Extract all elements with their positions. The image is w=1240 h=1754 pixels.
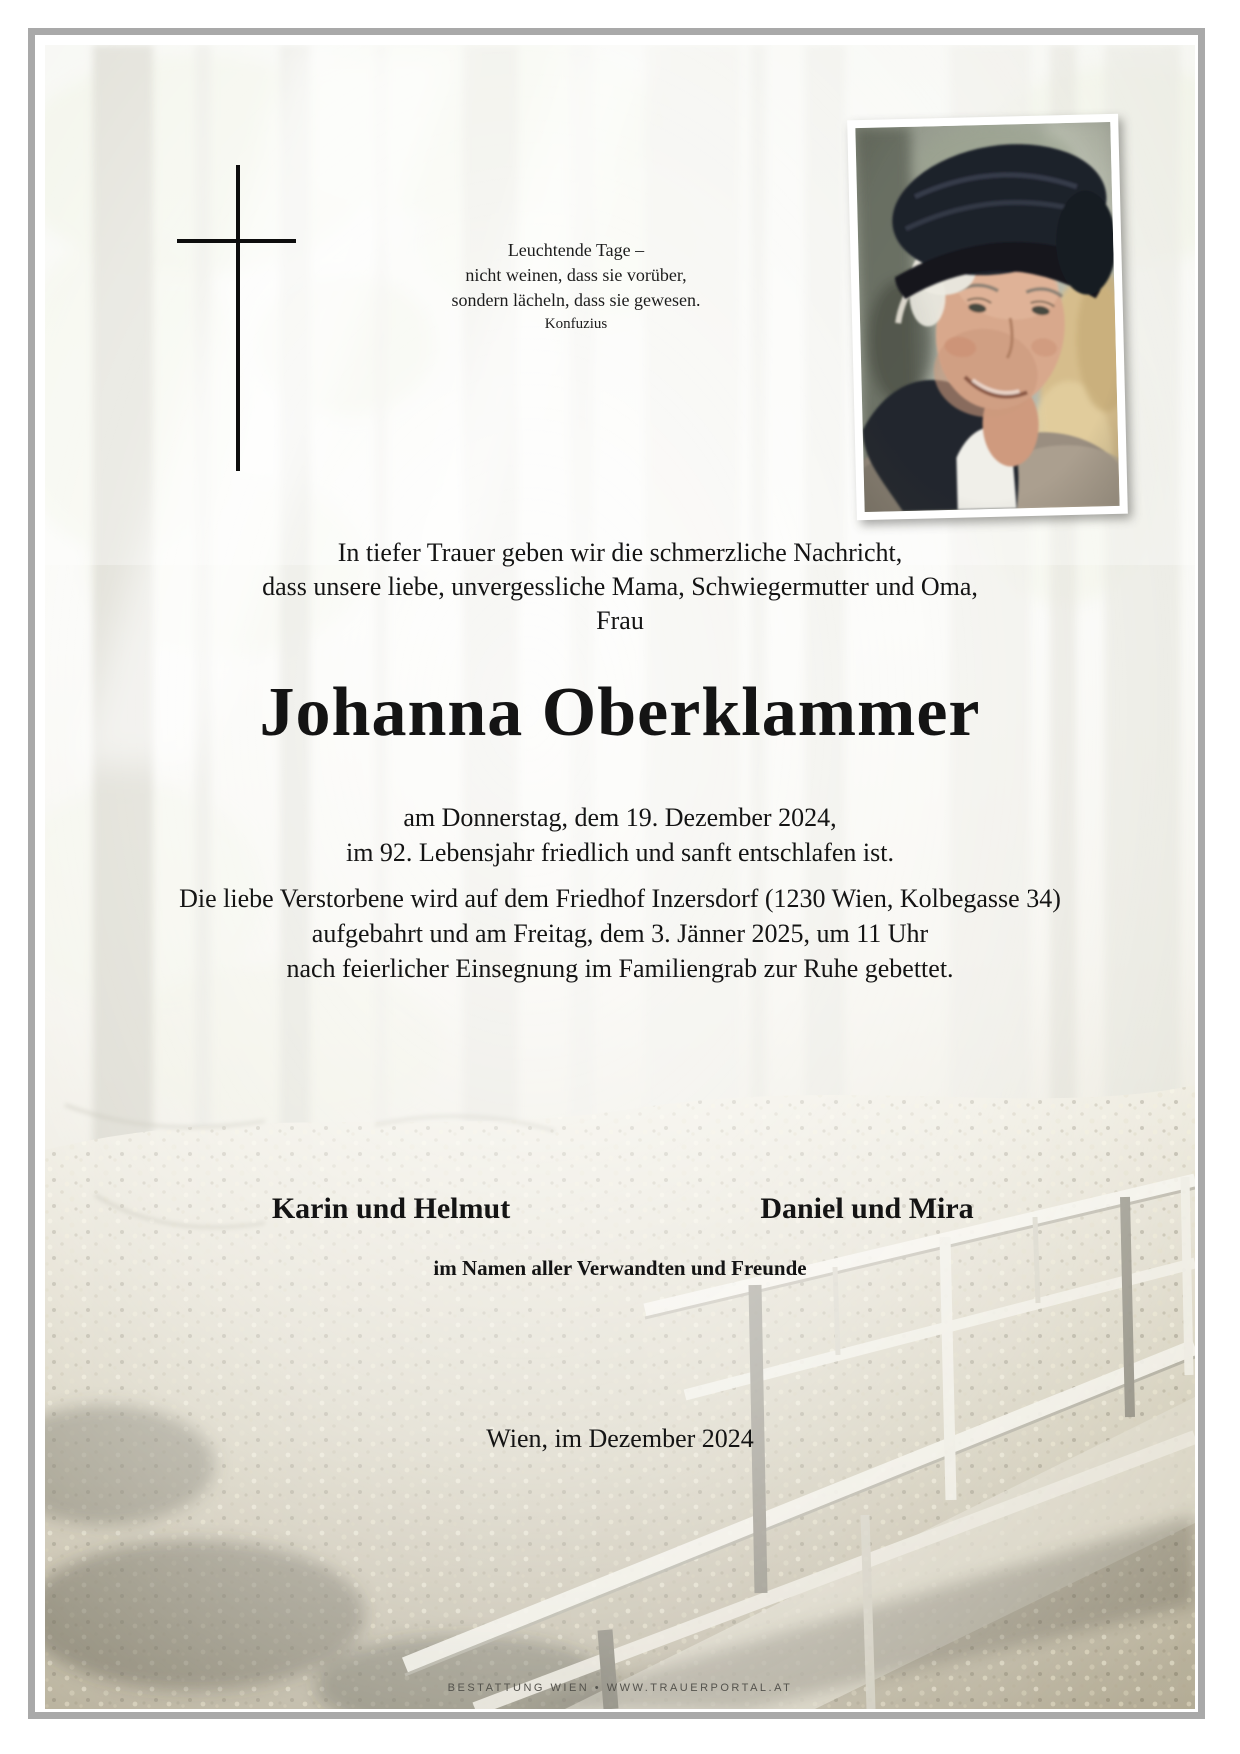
cross-horizontal-bar (177, 239, 296, 243)
quote-block (452, 238, 701, 335)
death-line: am Donnerstag, dem 19. Dezember 2024, (403, 803, 837, 832)
deceased-name: Johanna Oberklammer (259, 674, 981, 751)
funeral-line: Die liebe Verstorbene wird auf dem Friedhof Inzersdorf (1230 Wien, Kolbegasse 34) (179, 884, 1061, 913)
mourner-right: Daniel und Mira (760, 1192, 974, 1225)
intro-line: dass unsere liebe, unvergessliche Mama, Schwiegermutter und Oma, (262, 572, 978, 601)
cross-vertical-bar (236, 165, 240, 471)
funeral-line: nach feierlicher Einsegnung im Familiengrab zur Ruhe gebettet. (286, 954, 954, 983)
funeral-info-text (45, 881, 1195, 986)
quote-attribution: Konfuzius (544, 316, 608, 332)
intro-line: Frau (596, 606, 644, 635)
death-date-text (45, 800, 1195, 870)
portrait-photo (847, 114, 1128, 521)
quote-line: sondern lächeln, dass sie gewesen. (451, 290, 701, 310)
intro-line: In tiefer Trauer geben wir die schmerzliche Nachricht, (337, 538, 903, 567)
mourner-left: Karin und Helmut (271, 1192, 511, 1225)
place-date: Wien, im Dezember 2024 (486, 1424, 754, 1453)
card-content (45, 45, 1195, 1709)
death-line: im 92. Lebensjahr friedlich und sanft entschlafen ist. (345, 838, 894, 867)
quote-line: nicht weinen, dass sie vorüber, (465, 265, 687, 285)
quote-line: Leuchtende Tage – (507, 240, 645, 260)
mourners-collective: im Namen aller Verwandten und Freunde (433, 1256, 807, 1280)
announcement-intro (45, 536, 1195, 638)
footer-text: BESTATTUNG WIEN • WWW.TRAUERPORTAL.AT (447, 1682, 793, 1694)
funeral-line: aufgebahrt und am Freitag, dem 3. Jänner 2025, um 11 Uhr (311, 919, 929, 948)
portrait-graphic (855, 122, 1119, 512)
